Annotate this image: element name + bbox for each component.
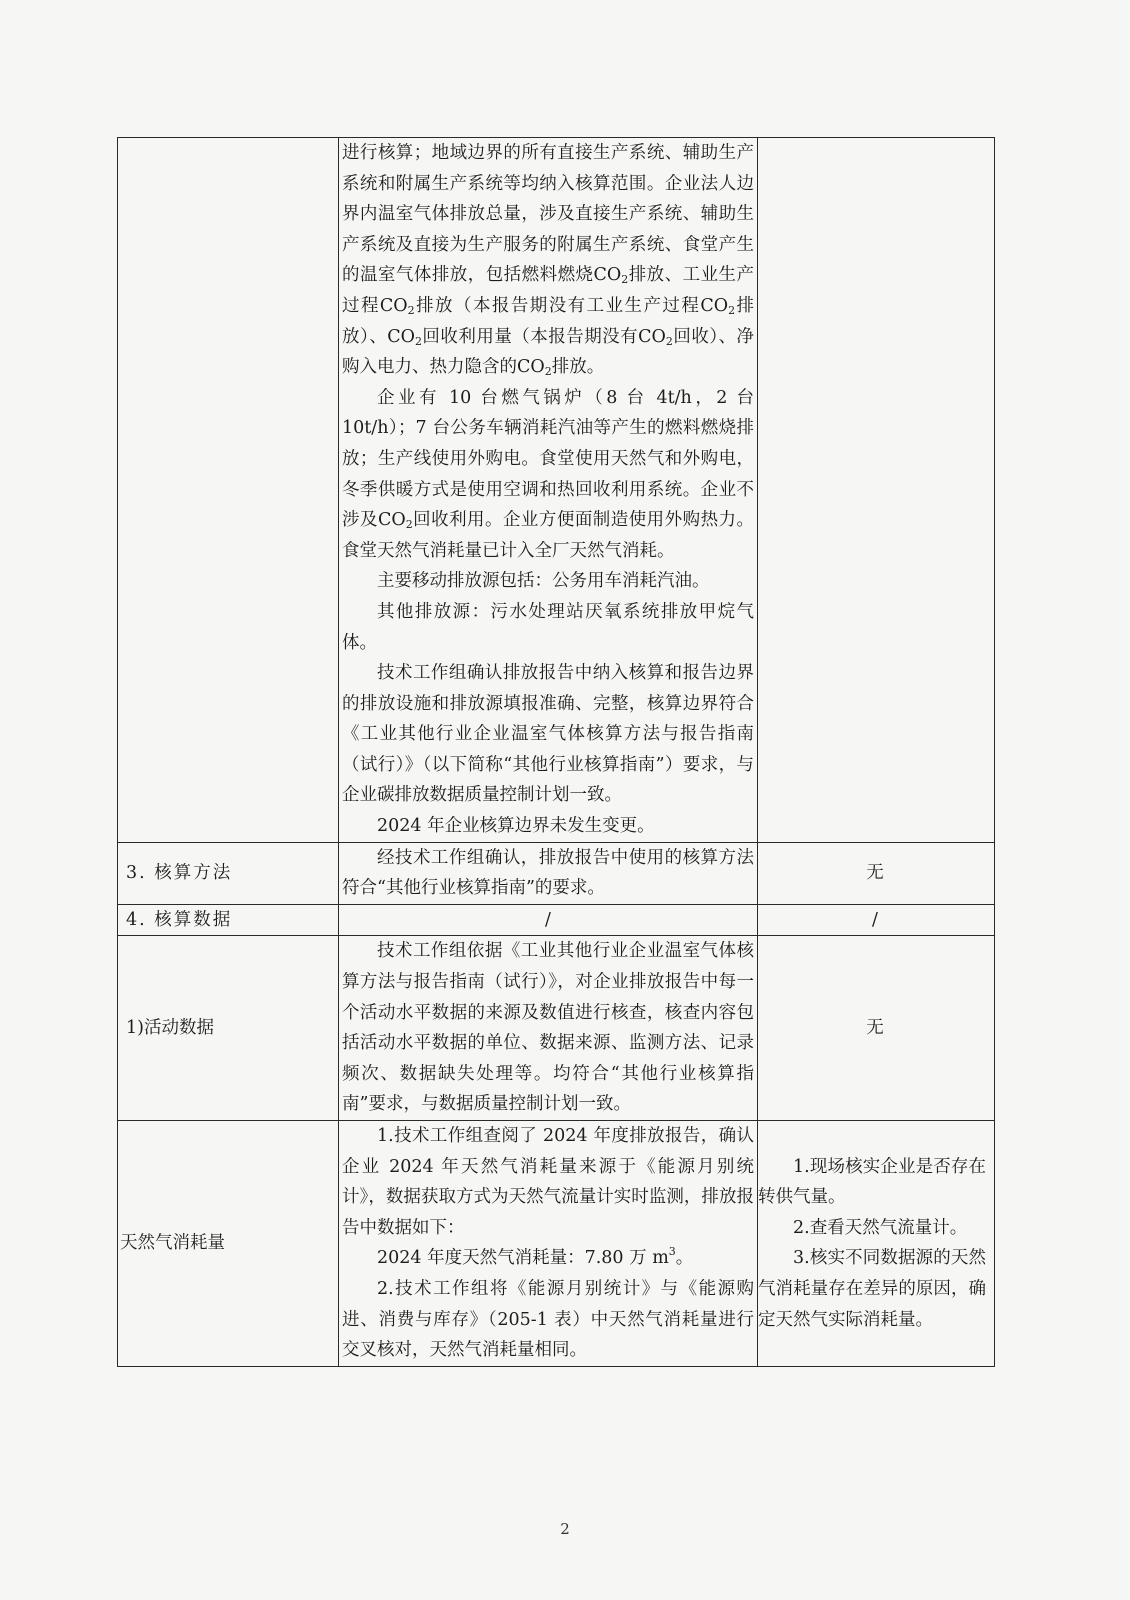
- boundary-paragraph-6: 2024 年企业核算边界未发生变更。: [377, 816, 655, 837]
- method-label: 3. 核算方法: [118, 842, 339, 904]
- gas-paragraph-3: 2.技术工作组将《能源月别统计》与《能源购进、消费与库存》（205-1 表）中天然气消耗量进行交叉核对，天然气消耗量相同。: [342, 1278, 754, 1361]
- verification-table: [117, 137, 995, 1367]
- page-number: 2: [560, 1520, 570, 1538]
- gas-paragraph-2: 2024 年度天然气消耗量：7.80 万 $m^3$。: [377, 1245, 694, 1269]
- gas-note-3: 3.核实不同数据源的天然气消耗量存在差异的原因，确定天然气实际消耗量。: [758, 1248, 986, 1330]
- method-row: [118, 842, 995, 904]
- boundary-content-cell: [339, 138, 758, 843]
- gas-content-cell: [339, 1121, 758, 1367]
- data-content: /: [339, 904, 758, 936]
- activity-content: 技术工作组依据《工业其他行业企业温室气体核算方法与报告指南（试行）》，对企业排放报告中每一个活动水平数据的来源及数值进行核查，核查内容包括活动水平数据的单位、数据来源、监测方法、记录频次、数据缺失处理等。均符合“其他行业核算指南”要求，与数据质量控制计划一致。: [342, 941, 754, 1115]
- method-content: 经技术工作组确认，排放报告中使用的核算方法符合“其他行业核算指南”的要求。: [342, 847, 754, 899]
- activity-note: 无: [758, 936, 995, 1121]
- activity-label: 1)活动数据: [118, 936, 339, 1121]
- boundary-row: [118, 138, 995, 843]
- boundary-paragraph-5: 技术工作组确认排放报告中纳入核算和报告边界的排放设施和排放源填报准确、完整，核算边界符合《工业其他行业企业温室气体核算方法与报告指南（试行）》（以下简称“其他行业核算指南”）要求，与企业碳排放数据质量控制计划一致。: [342, 663, 754, 806]
- gas-row: [118, 1121, 995, 1367]
- data-note: /: [758, 904, 995, 936]
- activity-content-cell: [339, 936, 758, 1121]
- boundary-paragraph-1: 进行核算；地域边界的所有直接生产系统、辅助生产系统和附属生产系统等均纳入核算范围。企业法人边界内温室气体排放总量，涉及直接生产系统、辅助生产系统及直接为生产服务的附属生产系统、食堂产生的温室气体排放，包括燃料燃烧$CO_2$排放、工业生产过程$CO_2$排放（本报告期没有工业生产过程$CO_2$排放）、$CO_2$回收利用量（本报告期没有$CO_2$回收）、净购入电力、热力隐含的$CO_2$排放。: [342, 143, 755, 379]
- boundary-label-cell: [118, 138, 339, 843]
- gas-note-1: 1.现场核实企业是否存在转供气量。: [758, 1156, 986, 1208]
- boundary-note-cell: [758, 138, 995, 843]
- boundary-paragraph-2: 企业有 10 台燃气锅炉（8 台 4t/h，2 台 10t/h）；7 台公务车辆消耗汽油等产生的燃料燃烧排放；生产线使用外购电。食堂使用天然气和外购电，冬季供暖方式是使用空调和热回收利用系统。企业不涉及$CO_2$回收利用。企业方便面制造使用外购热力。食堂天然气消耗量已计入全厂天然气消耗。: [342, 387, 755, 561]
- boundary-paragraph-4: 其他排放源：污水处理站厌氧系统排放甲烷气体。: [342, 601, 754, 653]
- gas-note-cell: [758, 1121, 995, 1367]
- gas-note-2: 2.查看天然气流量计。: [793, 1217, 968, 1238]
- gas-paragraph-1: 1.技术工作组查阅了 2024 年度排放报告，确认企业 2024 年天然气消耗量来源于《能源月别统计》，数据获取方式为天然气流量计实时监测，排放报告中数据如下：: [342, 1126, 754, 1238]
- method-content-cell: [339, 842, 758, 904]
- boundary-paragraph-3: 主要移动排放源包括：公务用车消耗汽油。: [377, 571, 710, 592]
- activity-row: [118, 936, 995, 1121]
- method-note: 无: [758, 842, 995, 904]
- data-label: 4. 核算数据: [118, 904, 339, 936]
- gas-label: 天然气消耗量: [118, 1121, 339, 1367]
- data-row: [118, 904, 995, 936]
